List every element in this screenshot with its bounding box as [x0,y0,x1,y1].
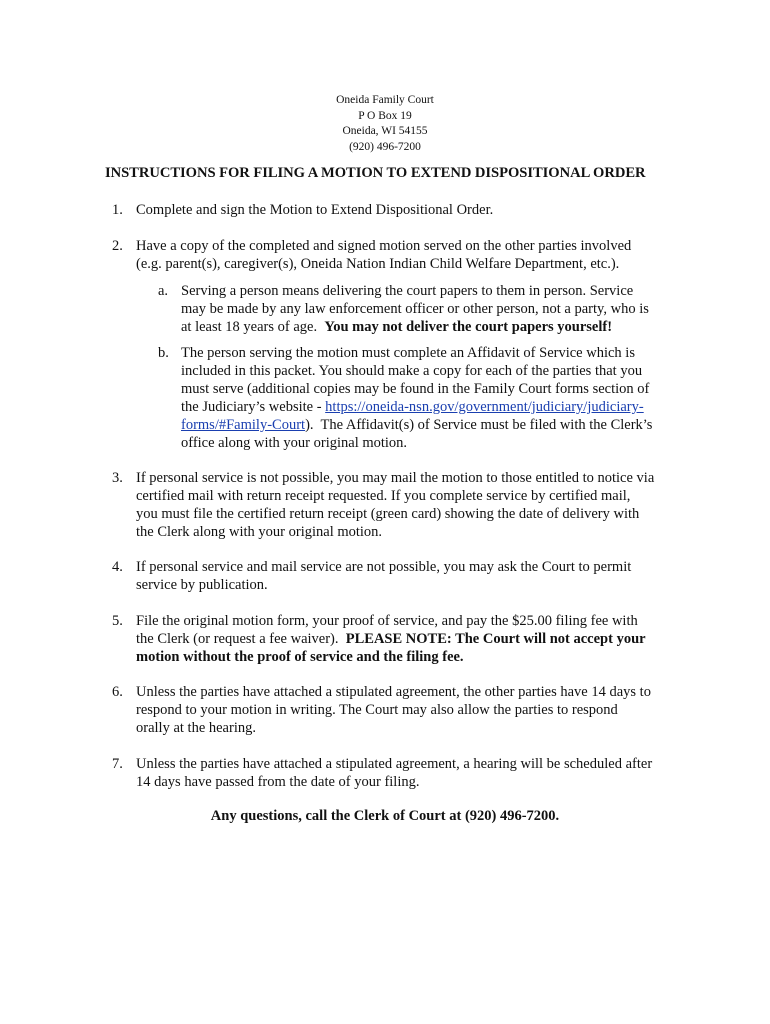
item-text-line: If personal service and mail service are not possible, you may ask the Court to permit [136,559,632,575]
sub-item-text-line: at least 18 years of age. [181,319,325,335]
item-text-line: the Clerk along with your original motion. [136,524,383,540]
sub-item-text-line: may be made by any law enforcement officer or other person, not a party, who is [181,301,649,317]
item-number: 1. [112,202,123,218]
sub-item-letter: b. [158,345,169,361]
sub-item-text-line: The person serving the motion must complete an Affidavit of Service which is [181,345,635,361]
item-text-line: If personal service is not possible, you may mail the motion to those entitled to notice via [136,470,655,486]
bold-note: PLEASE NOTE: The Court will not accept your [345,631,646,647]
item-text-line: (e.g. parent(s), caregiver(s), Oneida Nation Indian Child Welfare Department, etc.). [136,256,620,272]
sub-item-text-line: office along with your original motion. [181,435,408,451]
item-text-line: Have a copy of the completed and signed motion served on the other parties involved [136,238,632,254]
item-text-line: Complete and sign the Motion to Extend Dispositional Order. [136,202,494,218]
sub-item-text-line: ). The Affidavit(s) of Service must be filed with the Clerk’s [305,417,653,433]
bold-note-continued: motion without the proof of service and the filing fee. [136,649,464,665]
item-text-line: the Clerk (or request a fee waiver). [136,631,346,647]
item-text-line: Unless the parties have attached a stipulated agreement, the other parties have 14 days to [136,684,651,700]
sub-item-text-line: must serve (additional copies may be found in the Family Court forms section of [181,381,650,397]
court-phone: (920) 496-7200 [349,140,421,153]
item-text-line: Unless the parties have attached a stipulated agreement, a hearing will be scheduled after [136,756,653,772]
city-state-zip: Oneida, WI 54155 [342,125,428,137]
item-number: 4. [112,559,123,575]
item-text-line: respond to your motion in writing. The Court may also allow the parties to respond [136,702,618,718]
item-number: 2. [112,238,123,254]
item-text-line: you must file the certified return receipt (green card) showing the date of delivery with [136,506,640,522]
contact-closing-line: Any questions, call the Clerk of Court at (920) 496-7200. [210,808,560,824]
court-address-header [0,93,770,155]
sub-item-letter: a. [158,283,169,299]
item-number: 6. [112,684,123,700]
page-title: INSTRUCTIONS FOR FILING A MOTION TO EXTEND DISPOSITIONAL ORDER [105,165,646,181]
judiciary-forms-link-cont[interactable]: forms/#Family-Court [181,417,306,433]
item-text-line: File the original motion form, your proof of service, and pay the $25.00 filing fee with [136,613,638,629]
court-name: Oneida Family Court [336,94,434,106]
item-text-line: service by publication. [136,577,268,593]
item-number: 3. [112,470,123,486]
item-text-line: certified mail with return receipt requested. If you complete service by certified mail, [136,488,631,504]
judiciary-forms-link[interactable]: https://oneida-nsn.gov/government/judiciary/judiciary- [325,399,644,415]
po-box: P O Box 19 [358,109,412,122]
item-number: 7. [112,756,123,772]
sub-item-text-line: included in this packet. You should make a copy for each of the parties that you [181,363,643,379]
sub-item-text-line: the Judiciary’s website - [181,399,326,415]
item-text-line: 14 days have passed from the date of your filing. [136,774,420,790]
item-text-line: orally at the hearing. [136,720,256,736]
item-number: 5. [112,613,123,629]
sub-item-text-line: Serving a person means delivering the court papers to them in person. Service [181,283,634,299]
bold-warning: You may not deliver the court papers yourself! [324,319,613,335]
